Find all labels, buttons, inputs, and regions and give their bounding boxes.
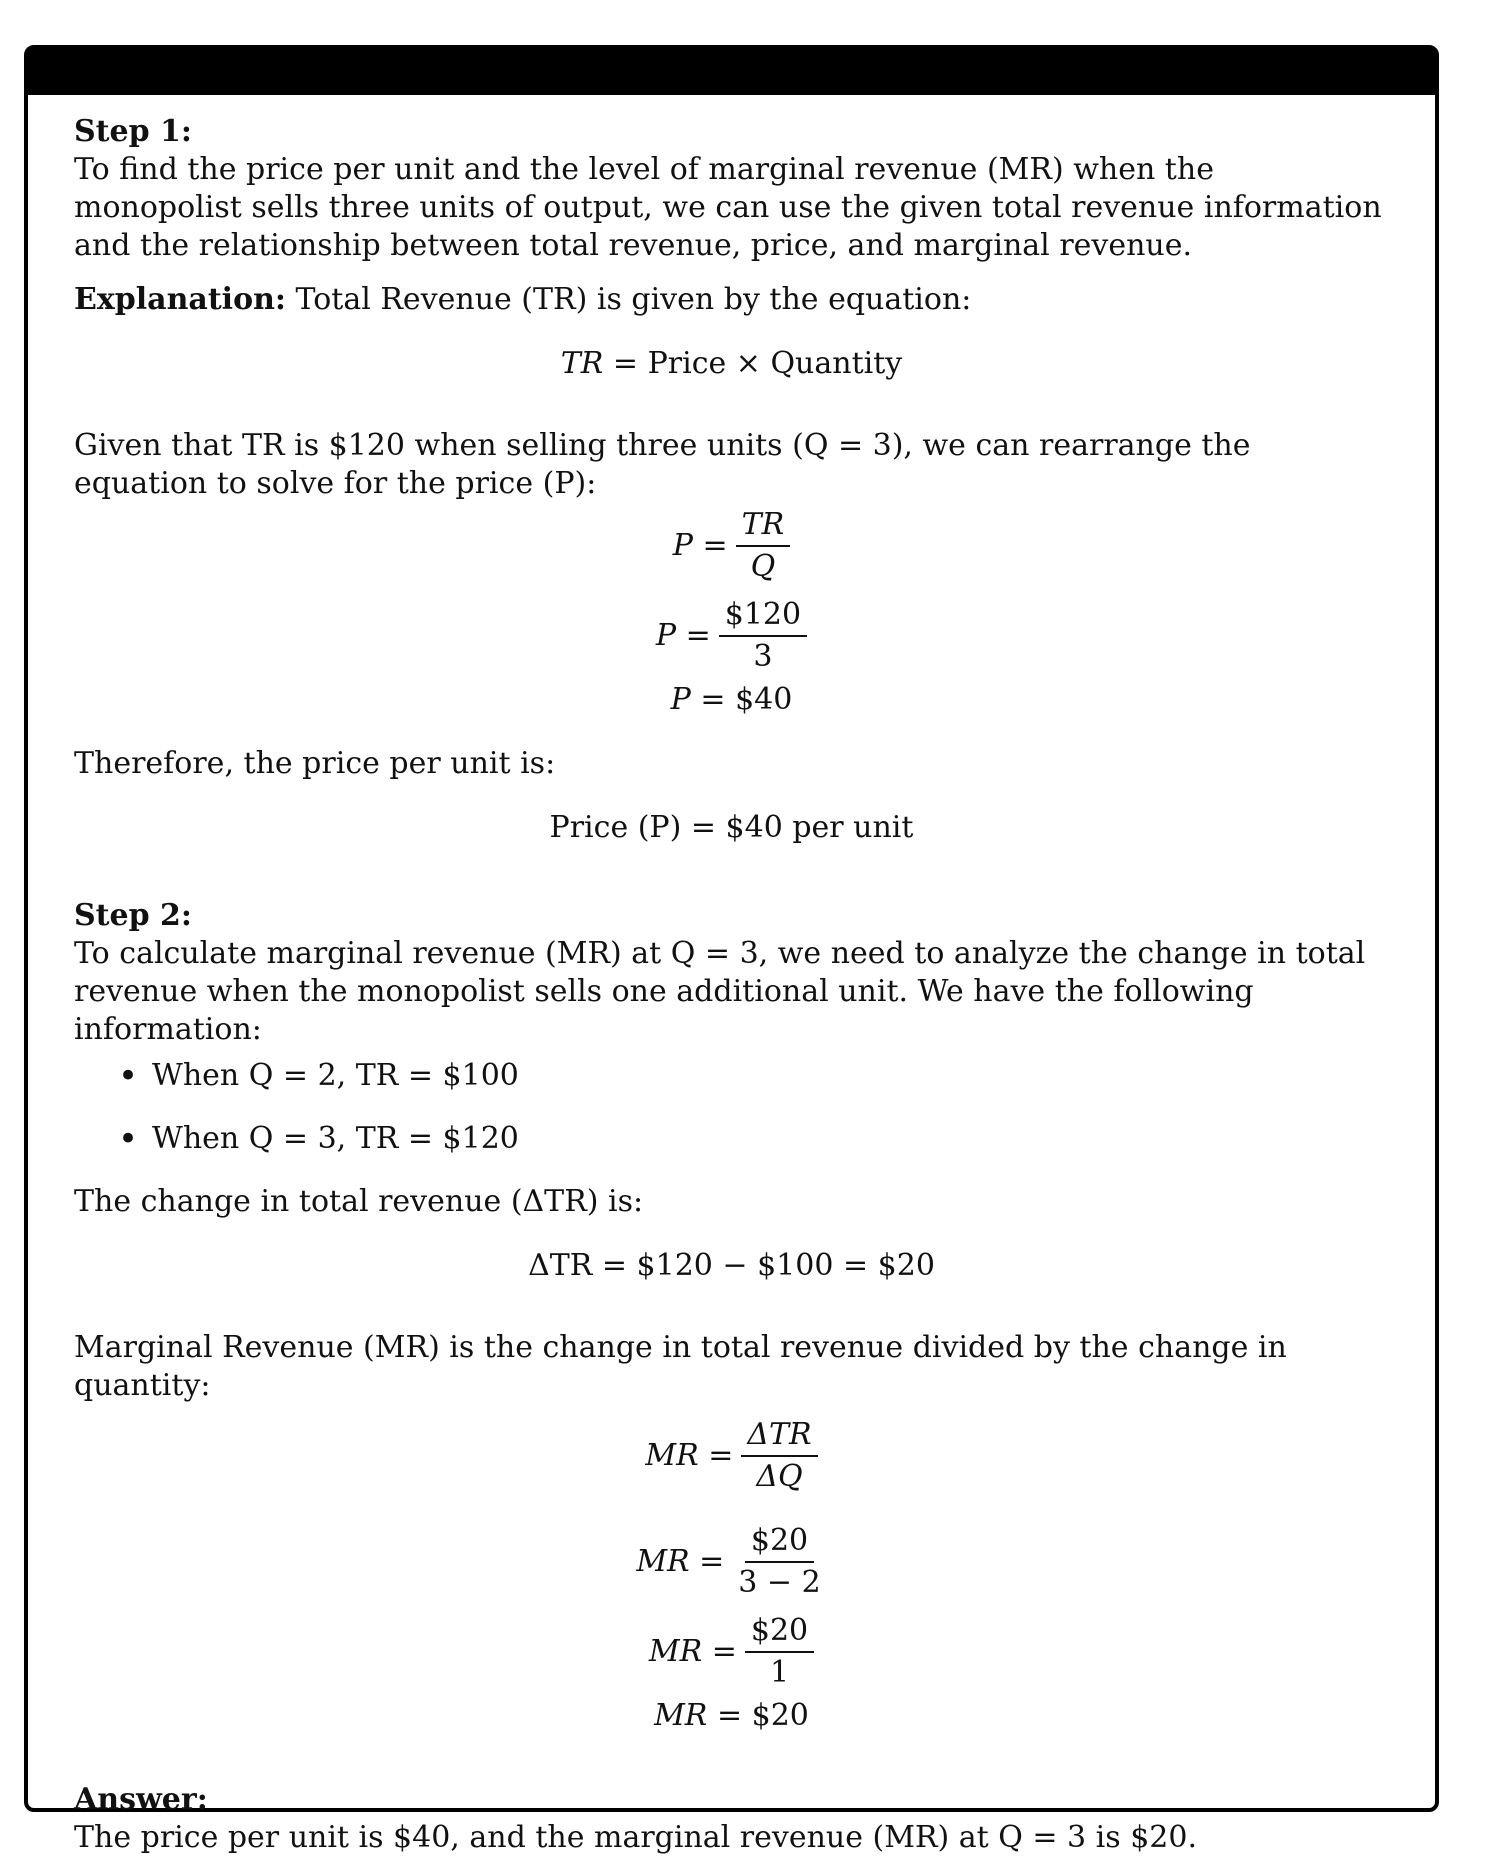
mr-definition-paragraph: Marginal Revenue (MR) is the change in total revenue divided by the change in quantity: [74, 1330, 1287, 1403]
equation-tr-lhs: TR [560, 346, 604, 381]
equation-p-1-numerator: TR [736, 505, 791, 547]
equation-p-2-fraction [719, 595, 807, 677]
equation-mr-4 [74, 1697, 1389, 1735]
explanation-label: Explanation: [74, 282, 286, 317]
equation-mr-3 [74, 1611, 1389, 1693]
equation-p-2 [74, 595, 1389, 677]
card-header-bar [28, 49, 1435, 95]
info-list [74, 1057, 1389, 1158]
solution-card [24, 45, 1439, 1855]
equation-tr [74, 345, 1389, 383]
equation-mr-2-fraction [732, 1521, 826, 1603]
equation-p-3-lhs: P [670, 682, 691, 717]
equation-mr-1-numerator: ΔTR [741, 1415, 817, 1457]
change-paragraph: The change in total revenue (ΔTR) is: [74, 1184, 644, 1219]
equation-tr-rhs: = Price × Quantity [612, 346, 903, 381]
list-item: • When Q = 3, TR = $120 [118, 1120, 1389, 1158]
therefore-paragraph: Therefore, the price per unit is: [74, 746, 556, 781]
given-paragraph: Given that TR is $120 when selling three units (Q = 3), we can rearrange the equation to solve for the price (P): [74, 428, 1251, 501]
equation-mr-3-denominator: 1 [769, 1655, 790, 1690]
equation-p-3-rhs: = $40 [700, 682, 793, 717]
explanation-paragraph [74, 281, 1389, 319]
equation-mr-1-lhs: MR = [645, 1438, 734, 1473]
equation-mr-2-numerator: $20 [745, 1521, 814, 1563]
step1-title: Step 1: [74, 114, 192, 149]
equation-mr-2-denominator: 3 − 2 [738, 1565, 821, 1600]
step1-intro: To find the price per unit and the level of marginal revenue (MR) when the monopolist sells three units of output, we can use the given total revenue information and the relationship between total revenue, price, and marginal revenue. [74, 152, 1382, 263]
step2-intro: To calculate marginal revenue (MR) at Q = 3, we need to analyze the change in total revenue when the monopolist sells one additional unit. We have the following information: [74, 936, 1366, 1047]
equation-mr-2-lhs: MR = [636, 1544, 725, 1579]
equation-p-1-fraction [736, 505, 791, 587]
equation-p-1 [74, 505, 1389, 587]
step2-title: Step 2: [74, 898, 192, 933]
equation-p-2-numerator: $120 [719, 595, 807, 637]
equation-mr-3-numerator: $20 [745, 1611, 814, 1653]
equation-p-3 [74, 681, 1389, 719]
explanation-text: Total Revenue (TR) is given by the equation: [295, 282, 972, 317]
equation-mr-1-fraction [741, 1415, 817, 1497]
price-result: Price (P) = $40 per unit [549, 810, 914, 845]
equation-p-2-lhs: P = [655, 618, 711, 653]
equation-mr-1 [74, 1415, 1389, 1497]
equation-mr-1-denominator: ΔQ [756, 1459, 803, 1494]
equation-p-2-denominator: 3 [753, 639, 773, 674]
equation-delta-tr: ΔTR = $120 − $100 = $20 [528, 1248, 935, 1283]
answer-text: The price per unit is $40, and the marginal revenue (MR) at Q = 3 is $20. [74, 1820, 1198, 1855]
equation-mr-4-lhs: MR [654, 1698, 708, 1733]
list-item: • When Q = 2, TR = $100 [118, 1057, 1389, 1095]
equation-mr-2 [74, 1521, 1389, 1603]
equation-p-1-denominator: Q [750, 549, 776, 584]
answer-title: Answer: [74, 1782, 208, 1817]
equation-mr-3-lhs: MR = [648, 1634, 737, 1669]
equation-mr-3-fraction [745, 1611, 814, 1693]
solution-content [28, 95, 1435, 1857]
equation-p-1-lhs: P = [672, 528, 728, 563]
equation-mr-4-rhs: = $20 [716, 1698, 809, 1733]
